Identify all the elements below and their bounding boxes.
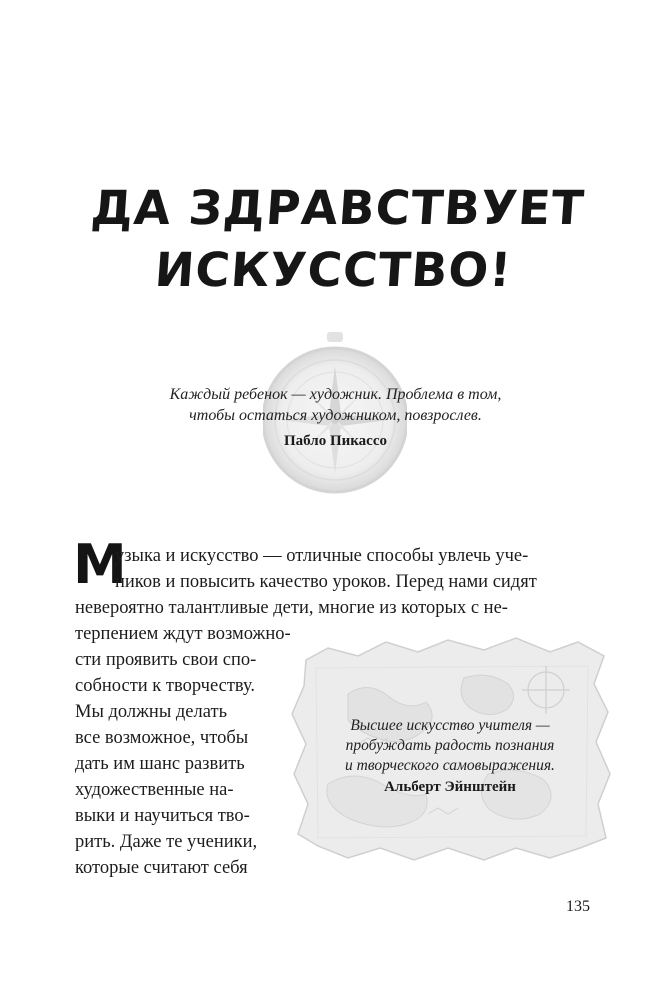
body-line: собности к творчеству.: [75, 676, 256, 696]
body-line: Мы должны делать: [75, 702, 228, 722]
sidebar-quote-line: Высшее искусство учителя —: [350, 717, 550, 734]
body-line: сти проявить свои спо-: [75, 650, 257, 670]
sidebar-quote: [300, 716, 600, 776]
chapter-title: [0, 178, 671, 302]
page-number: 135: [566, 898, 590, 915]
body-line: узыка и искусство — отличные способы увлечь уче-: [115, 546, 529, 566]
chapter-title-line-1: ДА ЗДРАВСТВУЕТ: [89, 181, 587, 236]
body-line: невероятно талантливые дети, многие из которых с не-: [75, 598, 508, 618]
body-line: выки и научиться тво-: [75, 806, 250, 826]
body-line: терпением ждут возможно-: [75, 624, 291, 644]
drop-cap: М: [73, 533, 127, 596]
sidebar-quote-author: Альберт Эйнштейн: [384, 779, 516, 795]
epigraph-quote: [80, 384, 591, 426]
body-line: рить. Даже те ученики,: [75, 832, 258, 852]
sidebar-quote-line: пробуждать радость познания: [345, 737, 555, 754]
body-line: дать им шанс развить: [75, 754, 245, 774]
body-line: художественные на-: [75, 780, 234, 800]
body-line: все возможное, чтобы: [75, 728, 249, 748]
chapter-title-line-2: ИСКУССТВО!: [153, 243, 514, 298]
epigraph-line: чтобы остаться художником, повзрослев.: [189, 407, 482, 424]
epigraph-line: Каждый ребенок — художник. Проблема в том,: [169, 386, 502, 403]
epigraph-author: Пабло Пикассо: [283, 433, 387, 449]
sidebar-quote-line: и творческого самовыражения.: [345, 757, 555, 774]
body-line: которые считают себя: [75, 858, 248, 878]
body-line: ников и повысить качество уроков. Перед нами сидят: [115, 572, 537, 592]
